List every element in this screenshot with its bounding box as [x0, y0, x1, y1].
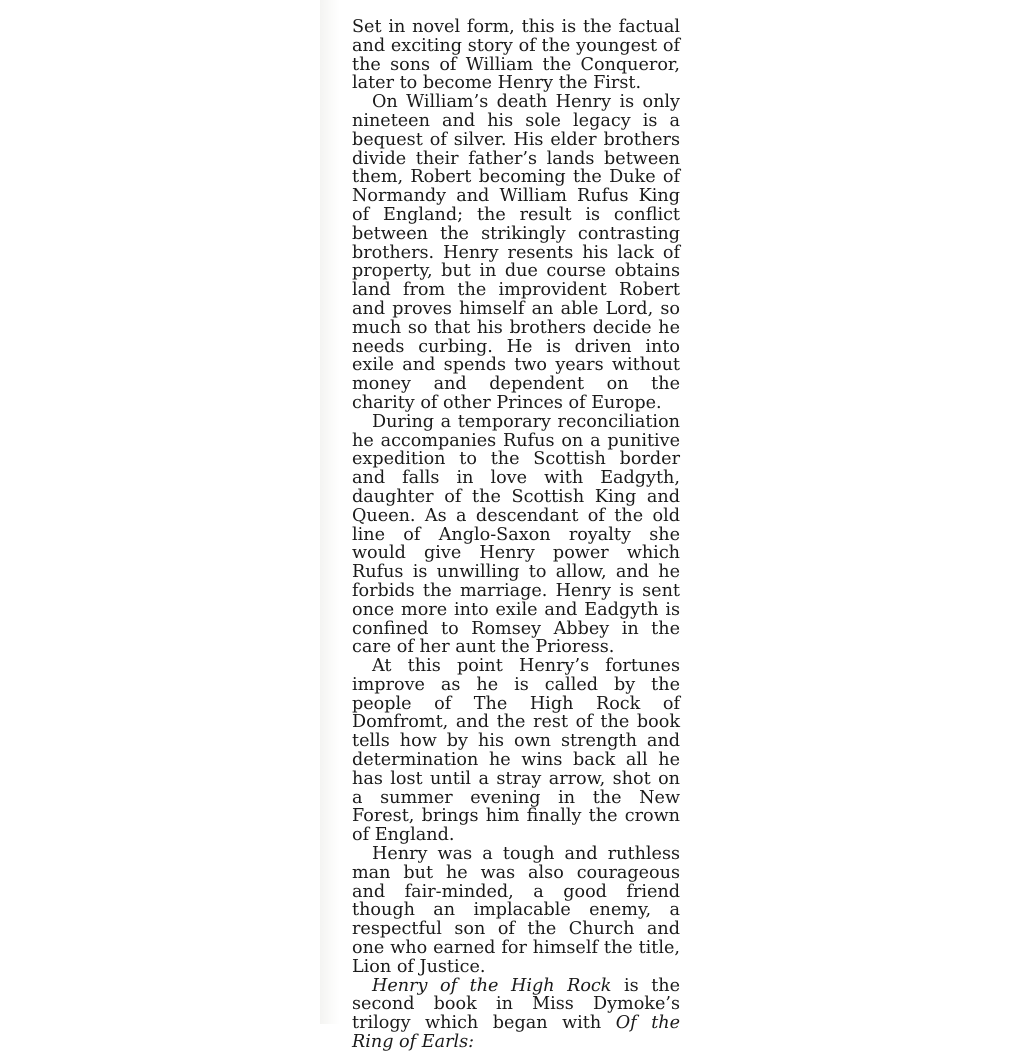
- blurb-paragraph-6-text: is the second book in Miss Dymoke’s trilogy which began with: [352, 975, 681, 1034]
- page-fold-shadow: [320, 0, 340, 1024]
- blurb-paragraph-4: At this point Henry’s fortunes improve as he is called by the people of The High Rock of Domfromt, and the rest of the book tells how by his own strength and determination he wins back all he has lost until a stray arrow, shot on a summer evening in the New Forest, brings him finally the crown of England.: [352, 656, 680, 846]
- blurb-paragraph-3: During a temporary reconciliation he accompanies Rufus on a punitive expedition to the Scottish border and falls in love with Eadgyth, daughter of the Scottish King and Queen. As a descendant of the old line of Anglo-Saxon royalty she would give Henry power which Rufus is unwilling to allow, and he forbids the marriage. Henry is sent once more into exile and Eadgyth is confined to Romsey Abbey in the care of her aunt the Prioress.: [352, 411, 680, 658]
- blurb-text-column: [352, 18, 680, 1052]
- blurb-paragraph-6: [352, 977, 680, 1052]
- blurb-paragraph-2: On William’s death Henry is only nineteen and his sole legacy is a bequest of silver. His elder brothers divide their father’s lands between them, Robert becoming the Duke of Normandy and William Rufus King of England; the result is conflict between the strikingly contrasting brothers. Henry resents his lack of property, but in due course obtains land from the improvident Robert and proves himself an able Lord, so much so that his brothers decide he needs curbing. He is driven into exile and spends two years without money and dependent on the charity of other Princes of Europe.: [352, 92, 680, 413]
- blurb-paragraph-1: Set in novel form, this is the factual and exciting story of the youngest of the sons of William the Conqueror, later to become Henry the First.: [352, 17, 680, 94]
- book-title-italic: Henry of the High Rock: [372, 975, 612, 996]
- previous-book-title-italic: Of the Ring of Earls:: [352, 1013, 681, 1052]
- blurb-paragraph-5: Henry was a tough and ruthless man but he was also courageous and fair-minded, a good friend though an implacable enemy, a respectful son of the Church and one who earned for himself the title, Lion of Justice.: [352, 844, 680, 977]
